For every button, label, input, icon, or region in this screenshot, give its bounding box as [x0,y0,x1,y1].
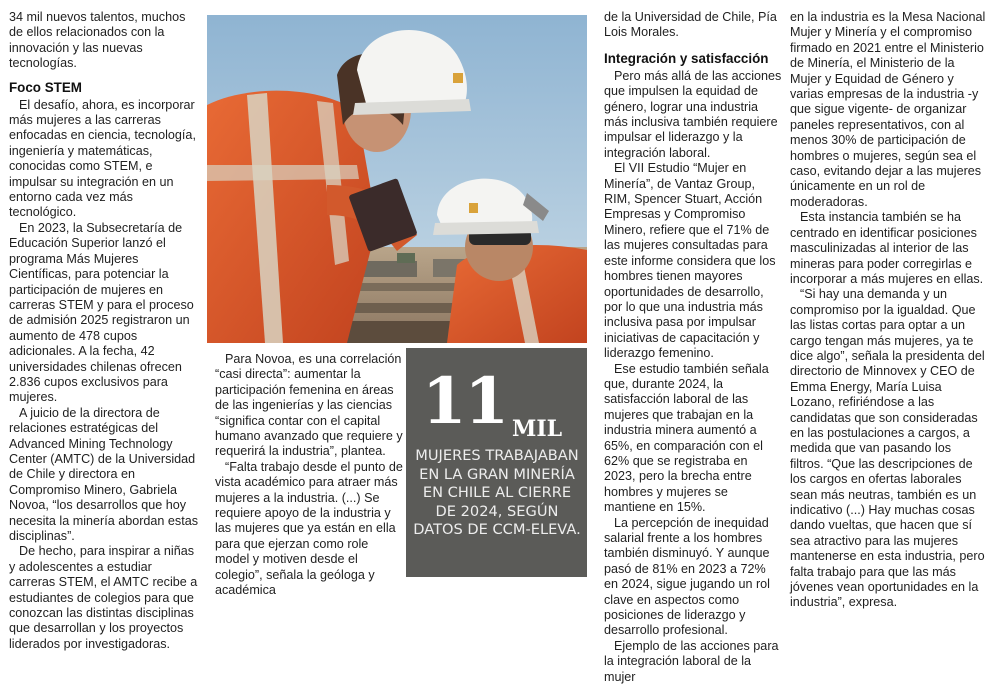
article-column-2 [604,10,782,685]
article-column-middle [215,352,403,599]
stat-unit: MIL [512,416,563,442]
paragraph: “Falta trabajo desde el punto de vista académico para atraer más mujeres a la industria. (...) Se requiere apoyo de la industria y las mujeres que ya están en ella para que ejerzan como role model y motiven desde el colegio”, señala la geóloga y académica [215,459,403,598]
paragraph: A juicio de la directora de relaciones estratégicas del Advanced Mining Technology Center (AMTC) de la Universidad de Chile y directora en Compromiso Minero, Gabriela Novoa, “los desarrollos que hoy necesita la minería abordan estas disciplinas”. [9,405,199,543]
article-column-1 [9,10,199,652]
paragraph: Esta instancia también se ha centrado en identificar posiciones masculinizadas al interior de las mineras para poder corregirlas e incorporar a más mujeres en ellas. [790,210,984,286]
article-column-3 [790,10,986,611]
heading-integracion: Integración y satisfacción [604,50,769,66]
paragraph: El VII Estudio “Mujer en Minería”, de Vantaz Group, RIM, Spencer Stuart, Acción Empresas y Compromiso Minero, refiere que el 71% de las mujeres consultadas para este informe considera que los hombres tienen mayores oportunidades de desarrollo, por lo que una industria más inclusiva pasa por impulsar iniciativas de capacitación y liderazgo femenino. [604,161,776,361]
paragraph: Pero más allá de las acciones que impulsen la equidad de género, lograr una industria más inclusiva también requiere impulsar el liderazgo y la integración laboral. [604,68,782,160]
photo-mining-workers [207,15,587,343]
paragraph: En 2023, la Subsecretaría de Educación Superior lanzó el programa Más Mujeres Científicas, para potenciar la participación de mujeres en carreras STEM y para el proceso de admisión 2025 registraron un aumento de 478 cupos adicionales. A la fecha, 42 universidades chilenas ofrecen 2.836 cupos exclusivos para mujeres. [9,220,194,405]
paragraph: La percepción de inequidad salarial frente a los hombres también disminuyó. Y aunque pasó de 81% en 2023 a 72% en 2024, sigue jugando un rol clave en aspectos como posiciones de liderazgo y desarrollo profesional. [604,515,770,638]
paragraph: Ese estudio también señala que, durante 2024, la satisfacción laboral de las mujeres que trabajan en la industria minera aumentó a 65%, en comparación con el 62% que se registraba en 2023, pero la brecha entre hombres y mujeres se mantiene en 15%. [604,361,769,515]
stat-caption: MUJERES TRABAJABAN EN LA GRAN MINERÍA EN CHILE AL CIERRE DE 2024, SEGÚN DATOS DE CCM-ELEVA. [413,447,581,538]
paragraph: El desafío, ahora, es incorporar más mujeres a las carreras enfocadas en ciencia, tecnología, ingeniería y matemáticas, conocidas como STEM, e impulsar su integración en un entorno cada vez más tecnológico. [9,97,196,220]
heading-foco-stem: Foco STEM [9,79,82,95]
stat-number: 11 [422,364,508,439]
paragraph-continued: de la Universidad de Chile, Pía Lois Morales. [604,10,777,40]
paragraph-continued: en la industria es la Mesa Nacional Mujer y Minería y el compromiso firmado en 2021 entre el Ministerio de Minería, el Ministerio de la Mujer y Equidad de Género y varias empresas de la industria -y que sigue vigente- de organizar paneles representativos, con al menos 30% de participación de hombres o mujeres, según sea el caso, evitando dejar a las mujeres únicamente en un rol de moderadoras. [790,10,986,209]
paragraph: Para Novoa, es una correlación “casi directa”: aumentar la participación femenina en áreas de las ingenierías y las ciencias “significa contar con el capital humano avanzado que requiere y requerirá la industria”, plantea. [215,352,403,459]
paragraph: “Si hay una demanda y un compromiso por la igualdad. Que las listas cortas para optar a un cargo tengan más mujeres, ya te dice algo”, señala la presidenta del directorio de Minnovex y CEO de Emma Energy, María Luisa Lozano, refiriéndose a las candidatas que son consideradas en las postulaciones a cargos, a medida que van pasando los filtros. “Que las descripciones de los cargos en ofertas laborales sean más neutras, también es un indicativo (...) Hay muchas cosas dando vueltas, que hacen que sí sea atractivo para las mujeres mantenerse en esta industria, pero falta trabajo para que las más jóvenes vean oportunidades en la industria”, expresa. [790,287,985,610]
paragraph: De hecho, para inspirar a niñas y adolescentes a estudiar carreras STEM, el AMTC recibe a estudiantes de colegios para que conozcan las distintas disciplinas que desarrollan y los proyectos liderados por investigadoras. [9,544,198,651]
paragraph: Ejemplo de las acciones para la integración laboral de la mujer [604,638,779,684]
paragraph-intro: 34 mil nuevos talentos, muchos de ellos relacionados con la innovación y las nuevas tecnologías. [9,10,186,71]
stat-callout-box [406,348,587,577]
